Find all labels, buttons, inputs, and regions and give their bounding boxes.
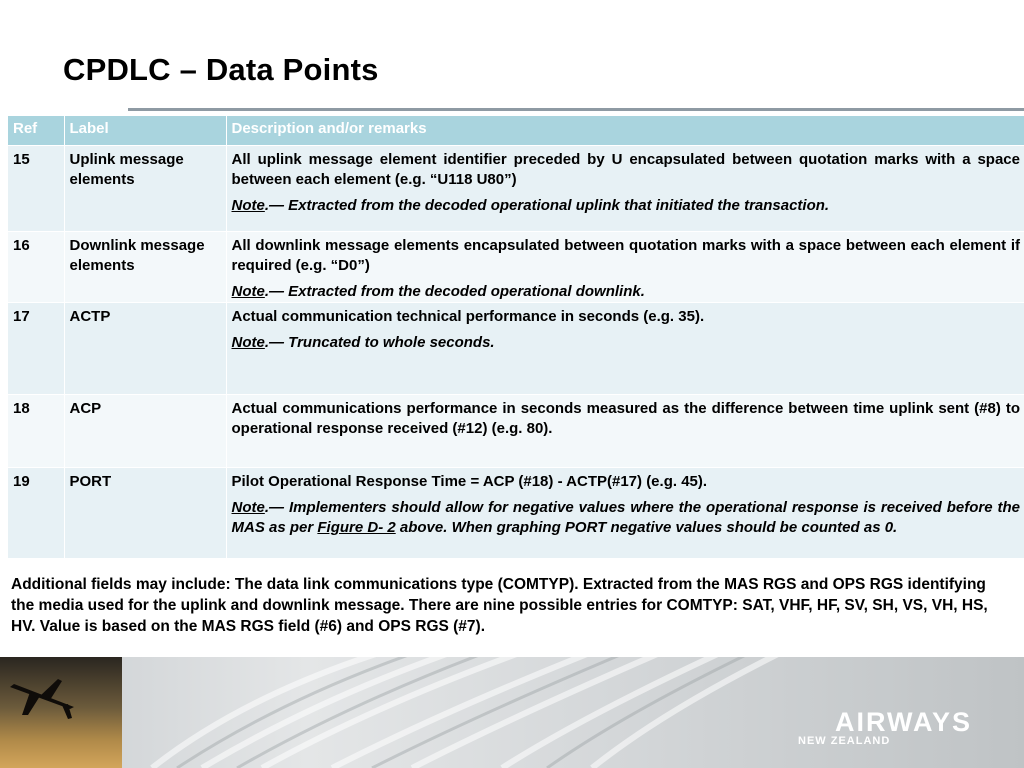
additional-fields-text: Additional fields may include: The data link communications type (COMTYP). Extracted from the MAS RGS and OPS RGS identifying the media used for the uplink and downlink message. There are nine possible entries for COMTYP: SAT, VHF, HF, SV, SH, VS, VH, HS, HV. Value is based on the MAS RGS field (#6) and OPS RGS (#7).: [11, 576, 988, 635]
header-ref: Ref: [8, 116, 64, 146]
title-divider: [128, 108, 1024, 111]
description-text: All downlink message elements encapsulated between quotation marks with a space between each element if required (e.g. “D0”): [231, 237, 1020, 274]
note-prefix: Note: [231, 499, 265, 516]
note-body: .— Truncated to whole seconds.: [264, 334, 495, 351]
table-row: [8, 468, 1024, 558]
logo-subtext: NEW ZEALAND: [798, 735, 891, 747]
row-label: ACP: [64, 395, 226, 468]
table-row: [8, 395, 1024, 468]
description-text: Actual communication technical performance in seconds (e.g. 35).: [231, 308, 705, 325]
row-ref: 18: [8, 395, 64, 468]
table-header-row: [8, 116, 1024, 146]
row-description: [226, 468, 1024, 558]
row-description: [226, 232, 1024, 303]
note-prefix: Note: [231, 283, 265, 300]
row-description: [226, 395, 1024, 468]
row-ref: 15: [8, 146, 64, 232]
header-description: Description and/or remarks: [226, 116, 1024, 146]
note-body: .— Implementers should allow for negative values where the operational response is received before the MAS as per: [231, 499, 1020, 536]
figure-link[interactable]: Figure D- 2: [317, 519, 396, 536]
footer-banner: [0, 657, 1024, 768]
note-text: [232, 196, 1021, 216]
row-label: ACTP: [64, 303, 226, 395]
description-text: Pilot Operational Response Time = ACP (#18) - ACTP(#17) (e.g. 45).: [231, 473, 708, 490]
airplane-photo: [0, 657, 122, 768]
note-body: .— Extracted from the decoded operational downlink.: [264, 283, 645, 300]
table-row: [8, 146, 1024, 232]
row-ref: 19: [8, 468, 64, 558]
table-row: [8, 232, 1024, 303]
note-prefix: Note: [231, 197, 265, 214]
note-body: .— Extracted from the decoded operational uplink that initiated the transaction.: [264, 197, 830, 214]
note-text: [232, 498, 1021, 538]
slide-title: CPDLC – Data Points: [63, 52, 379, 87]
header-label: Label: [64, 116, 226, 146]
data-points-table: [8, 116, 1024, 558]
note-body: above. When graphing PORT negative values should be counted as 0.: [395, 519, 898, 536]
description-text: Actual communications performance in seconds measured as the difference between time uplink sent (#8) to operational response received (#12) (e.g. 80).: [231, 400, 1020, 437]
row-label: Downlink message elements: [64, 232, 226, 303]
row-label: Uplink message elements: [64, 146, 226, 232]
row-description: [226, 303, 1024, 395]
row-ref: 17: [8, 303, 64, 395]
table-row: [8, 303, 1024, 395]
note-text: [232, 333, 1021, 353]
row-description: [226, 146, 1024, 232]
note-prefix: Note: [231, 334, 265, 351]
note-text: [232, 282, 1021, 302]
description-text: All uplink message element identifier preceded by U encapsulated between quotation marks with a space between each element (e.g. “U118 U80”): [231, 151, 1020, 188]
row-ref: 16: [8, 232, 64, 303]
logo-text: AIRWAYS: [835, 707, 973, 737]
row-label: PORT: [64, 468, 226, 558]
airplane-icon: [0, 657, 122, 768]
